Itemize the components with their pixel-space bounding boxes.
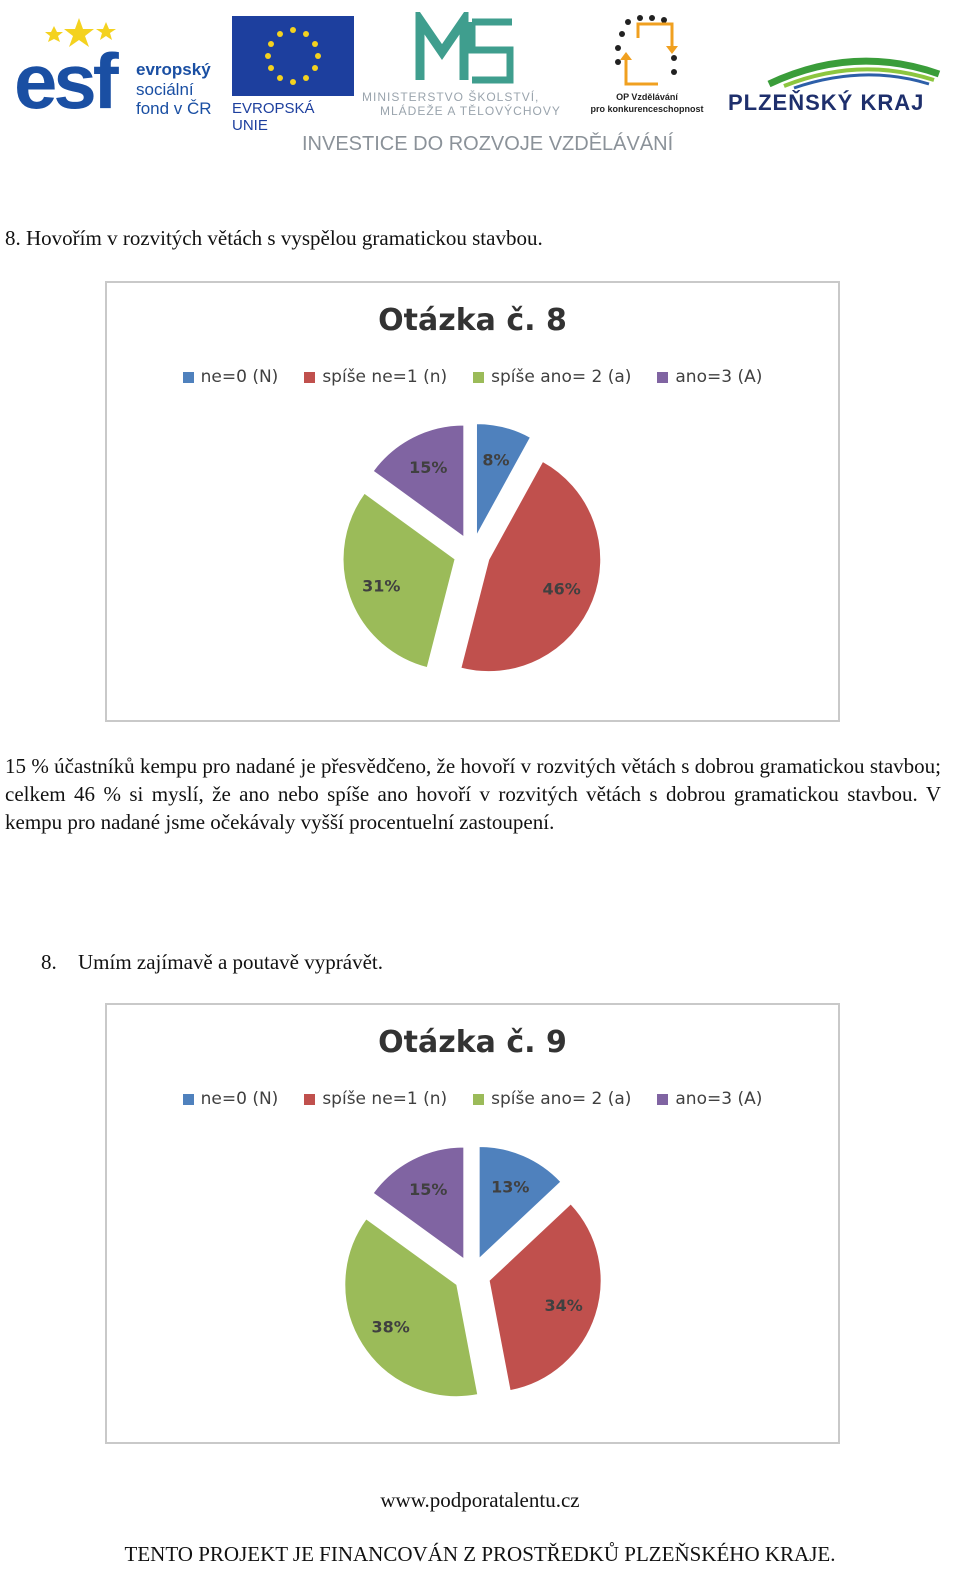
esf-line3: fond v ČR — [136, 99, 212, 118]
msmt-mark-icon — [412, 12, 522, 86]
esf-mark: esf — [14, 37, 115, 125]
footer-funding: TENTO PROJEKT JE FINANCOVÁN Z PROSTŘEDKŮ PLZEŇSKÉHO KRAJE. — [124, 1542, 836, 1566]
eu-logo — [232, 16, 354, 134]
pie-label-N: 13% — [491, 1177, 530, 1197]
legend-swatch — [473, 372, 484, 383]
msmt-line2: MLÁDEŽE A TĚLOVÝCHOVY — [380, 104, 561, 118]
question-9-heading: Umím zajímavě a poutavě vyprávět. — [78, 950, 383, 974]
legend-swatch — [183, 372, 194, 383]
pie-label-N: 8% — [482, 450, 510, 470]
footer-url[interactable]: www.podporatalentu.cz — [380, 1488, 580, 1512]
op-line1: OP Vzdělávání — [616, 92, 678, 102]
legend-item-N — [183, 367, 279, 387]
op-logo — [578, 14, 716, 120]
pie-chart — [322, 1145, 622, 1405]
chart-otazka-8 — [105, 281, 840, 722]
pie-label-n: 46% — [542, 579, 581, 599]
chart-title: Otázka č. 9 — [378, 1025, 567, 1060]
pie-label-a: 31% — [362, 576, 401, 596]
eu-flag-icon — [232, 16, 354, 96]
question-9-number: 8. — [41, 950, 57, 974]
legend-label: spíše ne=1 (n) — [322, 1089, 448, 1109]
pie-label-A: 15% — [409, 458, 448, 478]
op-line2: pro konkurenceschopnost — [590, 104, 704, 114]
legend-item-A — [657, 367, 762, 387]
chart-legend — [107, 367, 838, 387]
question-8-heading: 8. Hovořím v rozvitých větách s vyspělou gramatickou stavbou. — [5, 226, 543, 250]
legend-label: spíše ne=1 (n) — [322, 367, 448, 387]
legend-label: ne=0 (N) — [200, 367, 279, 387]
legend-item-n — [304, 367, 447, 387]
legend-label: spíše ano= 2 (a) — [491, 367, 632, 387]
msmt-line1: MINISTERSTVO ŠKOLSTVÍ, — [362, 90, 540, 104]
legend-swatch — [183, 1094, 194, 1105]
kraj-swoosh-icon — [764, 50, 944, 90]
tagline: INVESTICE DO ROZVOJE VZDĚLÁVÁNÍ — [302, 133, 674, 155]
legend-label: ano=3 (A) — [675, 367, 763, 387]
pie-label-A: 15% — [409, 1180, 448, 1200]
pie-label-a: 38% — [371, 1317, 410, 1337]
chart-legend — [107, 1089, 838, 1109]
legend-label: spíše ano= 2 (a) — [491, 1089, 632, 1109]
esf-logo — [14, 14, 224, 124]
msmt-logo — [362, 12, 572, 122]
legend-item-n — [304, 1089, 447, 1109]
legend-swatch — [657, 1094, 668, 1105]
legend-swatch — [473, 1094, 484, 1105]
chart-title: Otázka č. 8 — [378, 303, 567, 338]
legend-item-N — [183, 1089, 279, 1109]
legend-item-a — [473, 1089, 631, 1109]
legend-item-a — [473, 367, 631, 387]
esf-line1: evropský — [136, 60, 211, 79]
op-arrows-icon — [608, 14, 688, 88]
kraj-logo — [724, 50, 950, 124]
question-8-paragraph: 15 % účastníků kempu pro nadané je přesvědčeno, že hovoří v rozvitých větách s dobrou gramatickou stavbou; celkem 46 % si myslí, že ano nebo spíše ano hovoří v rozvitých větách s dobrou gramatickou stavbou. V kempu pro nadané jsme očekávaly vyšší procentuelní zastoupení. — [5, 754, 941, 834]
legend-label: ano=3 (A) — [675, 1089, 763, 1109]
pie-label-n: 34% — [544, 1295, 583, 1315]
eu-caption: EVROPSKÁ UNIE — [232, 100, 315, 134]
header-logos — [0, 0, 960, 165]
legend-item-A — [657, 1089, 762, 1109]
esf-line2: sociální — [136, 80, 194, 99]
chart-otazka-9 — [105, 1003, 840, 1444]
legend-swatch — [304, 372, 315, 383]
pie-chart — [322, 423, 622, 683]
legend-swatch — [657, 372, 668, 383]
legend-swatch — [304, 1094, 315, 1105]
kraj-text: PLZEŇSKÝ KRAJ — [728, 90, 925, 115]
legend-label: ne=0 (N) — [200, 1089, 279, 1109]
